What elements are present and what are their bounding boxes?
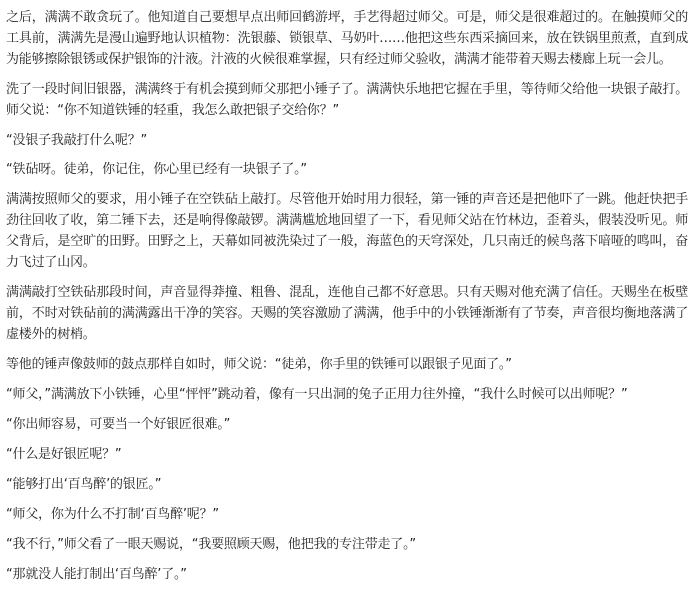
paragraph: 之后，满满不敢贪玩了。他知道自己要想早点出师回鹤游坪，手艺得超过师父。可是，师父是很难超过的。在触摸师父的工具前，满满先是漫山遍野地认识植物：洗银藤、锁银草、马奶叶……他把这些东西采摘回来，放在铁锅里煎煮，直到成为能够擦除银锈或保护银饰的汁液。汁液的火候很难掌握，只有经过师父验收，满满才能带着天赐去楼廊上玩一会儿。 — [6, 10, 688, 67]
paragraph: “师父，”满满放下小铁锤，心里“怦怦”跳动着，像有一只出洞的兔子正用力往外撞，“我什么时候可以出师呢？” — [6, 387, 628, 402]
paragraph: “你出师容易，可要当一个好银匠很难。” — [6, 417, 231, 432]
paragraph: “师父，你为什么不打制‘百鸟醉’呢？” — [6, 507, 219, 522]
paragraph: “我不行，”师父看了一眼天赐说，“我要照顾天赐，他把我的专注带走了。” — [6, 537, 416, 552]
paragraph: “能够打出‘百鸟醉’的银匠。” — [6, 477, 162, 492]
paragraph: “没银子我敲打什么呢？” — [6, 133, 148, 148]
paragraph: 等他的锤声像鼓师的鼓点那样自如时，师父说：“徒弟，你手里的铁锤可以跟银子见面了。” — [6, 357, 512, 372]
paragraph: 满满敲打空铁砧那段时间，声音显得莽撞、粗鲁、混乱，连他自己都不好意思。只有天赐对他充满了信任。天赐坐在板壁前，不时对铁砧前的满满露出干净的笑容。天赐的笑容激励了满满，他手中的小铁锤渐渐有了节奏，声音很均衡地落满了虚楼外的树梢。 — [6, 285, 688, 342]
paragraph: “那就没人能打制出‘百鸟醉’了。” — [6, 567, 187, 582]
paragraph: 满满按照师父的要求，用小锤子在空铁砧上敲打。尽管他开始时用力很轻，第一锤的声音还是把他吓了一跳。他赶快把手劲往回收了收，第二锤下去，还是响得像敲锣。满满尴尬地回望了一下，看见师父站在竹林边，歪着头，假装没听见。师父背后，是空旷的田野。田野之上，天幕如同被洗染过了一般，海蓝色的天穹深处，几只南迁的候鸟落下喑哑的鸣叫，奋力飞过了山冈。 — [6, 192, 688, 270]
paragraph: 洗了一段时间旧银器，满满终于有机会摸到师父那把小锤子了。满满快乐地把它握在手里，等待师父给他一块银子敲打。师父说：“你不知道铁锤的轻重，我怎么敢把银子交给你？” — [6, 82, 688, 118]
paragraph: “铁砧呀。徒弟，你记住，你心里已经有一块银子了。” — [6, 162, 307, 177]
paragraph: “什么是好银匠呢？” — [6, 447, 122, 462]
